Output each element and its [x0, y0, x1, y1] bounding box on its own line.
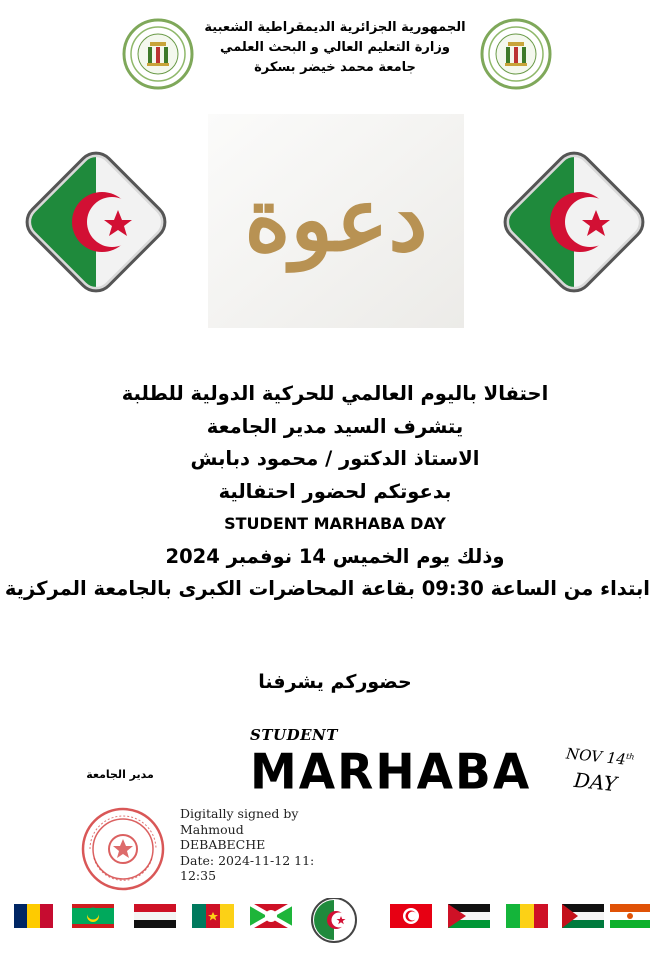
invitation-title-box — [208, 114, 464, 328]
signature-line-3: DEBABECHE — [180, 837, 266, 853]
header-ministry-text — [190, 18, 480, 78]
algerian-flag-icon — [12, 138, 180, 306]
header-university: جامعة محمد خيضر بسكرة — [254, 60, 416, 75]
flag-niger-icon — [610, 904, 650, 928]
closing-line: حضوركم يشرفنا — [258, 671, 412, 693]
body-line-invite: بدعوتكم لحضور احتفالية — [218, 479, 452, 503]
director-label: مدير الجامعة — [86, 768, 154, 781]
body-line-date: وذلك يوم الخميس 14 نوفمبر 2024 — [165, 544, 505, 568]
event-logo-nov — [565, 744, 635, 769]
event-logo-day: DAY — [572, 767, 619, 797]
flag-yemen-icon — [134, 904, 176, 928]
official-seal-icon — [80, 806, 166, 892]
signature-line-4: Date: 2024-11-12 11: — [180, 852, 315, 868]
signature-line-2: Mahmoud — [180, 821, 244, 837]
signature-line-5: 12:35 — [180, 868, 217, 884]
invitation-body — [4, 378, 650, 606]
event-logo-student: STUDENT — [250, 726, 338, 744]
header-republic: الجمهورية الجزائرية الديمقراطية الشعبية — [204, 20, 466, 35]
flag-chad-icon — [14, 904, 53, 928]
event-logo-nov-text: NOV 14 — [565, 744, 627, 769]
body-line-occasion: احتفالا باليوم العالمي للحركية الدولية للطلبة — [121, 382, 549, 405]
flag-mali-icon — [506, 904, 548, 928]
flag-mauritania-icon — [72, 904, 114, 928]
university-logo-icon — [480, 18, 552, 90]
algerian-flag-icon — [490, 138, 658, 306]
flag-burundi-icon — [250, 904, 292, 928]
body-line-time-place: ابتداء من الساعة 09:30 بقاعة المحاضرات الكبرى بالجامعة المركزية — [4, 577, 650, 600]
body-line-event-name: STUDENT MARHABA DAY — [224, 514, 446, 533]
flag-sahrawi-icon — [562, 904, 604, 928]
digital-signature — [180, 806, 314, 884]
flag-algeria-icon — [312, 898, 356, 942]
event-logo-marhaba: MARHABA — [250, 743, 532, 801]
flag-cameroon-icon — [192, 904, 234, 928]
university-logo-icon — [122, 18, 194, 90]
flag-tunisia-icon — [390, 904, 432, 928]
flag-palestine-icon — [448, 904, 490, 928]
header-ministry: وزارة التعليم العالي و البحث العلمي — [220, 40, 450, 55]
invitation-title: دعوة — [244, 167, 428, 271]
body-line-host: يتشرف السيد مدير الجامعة — [206, 414, 464, 438]
flags-row — [14, 898, 654, 944]
body-line-professor: الاستاذ الدكتور / محمود دبابش — [190, 447, 480, 470]
event-logo-nov-suffix: th — [625, 751, 635, 762]
signature-line-1: Digitally signed by — [180, 806, 299, 821]
